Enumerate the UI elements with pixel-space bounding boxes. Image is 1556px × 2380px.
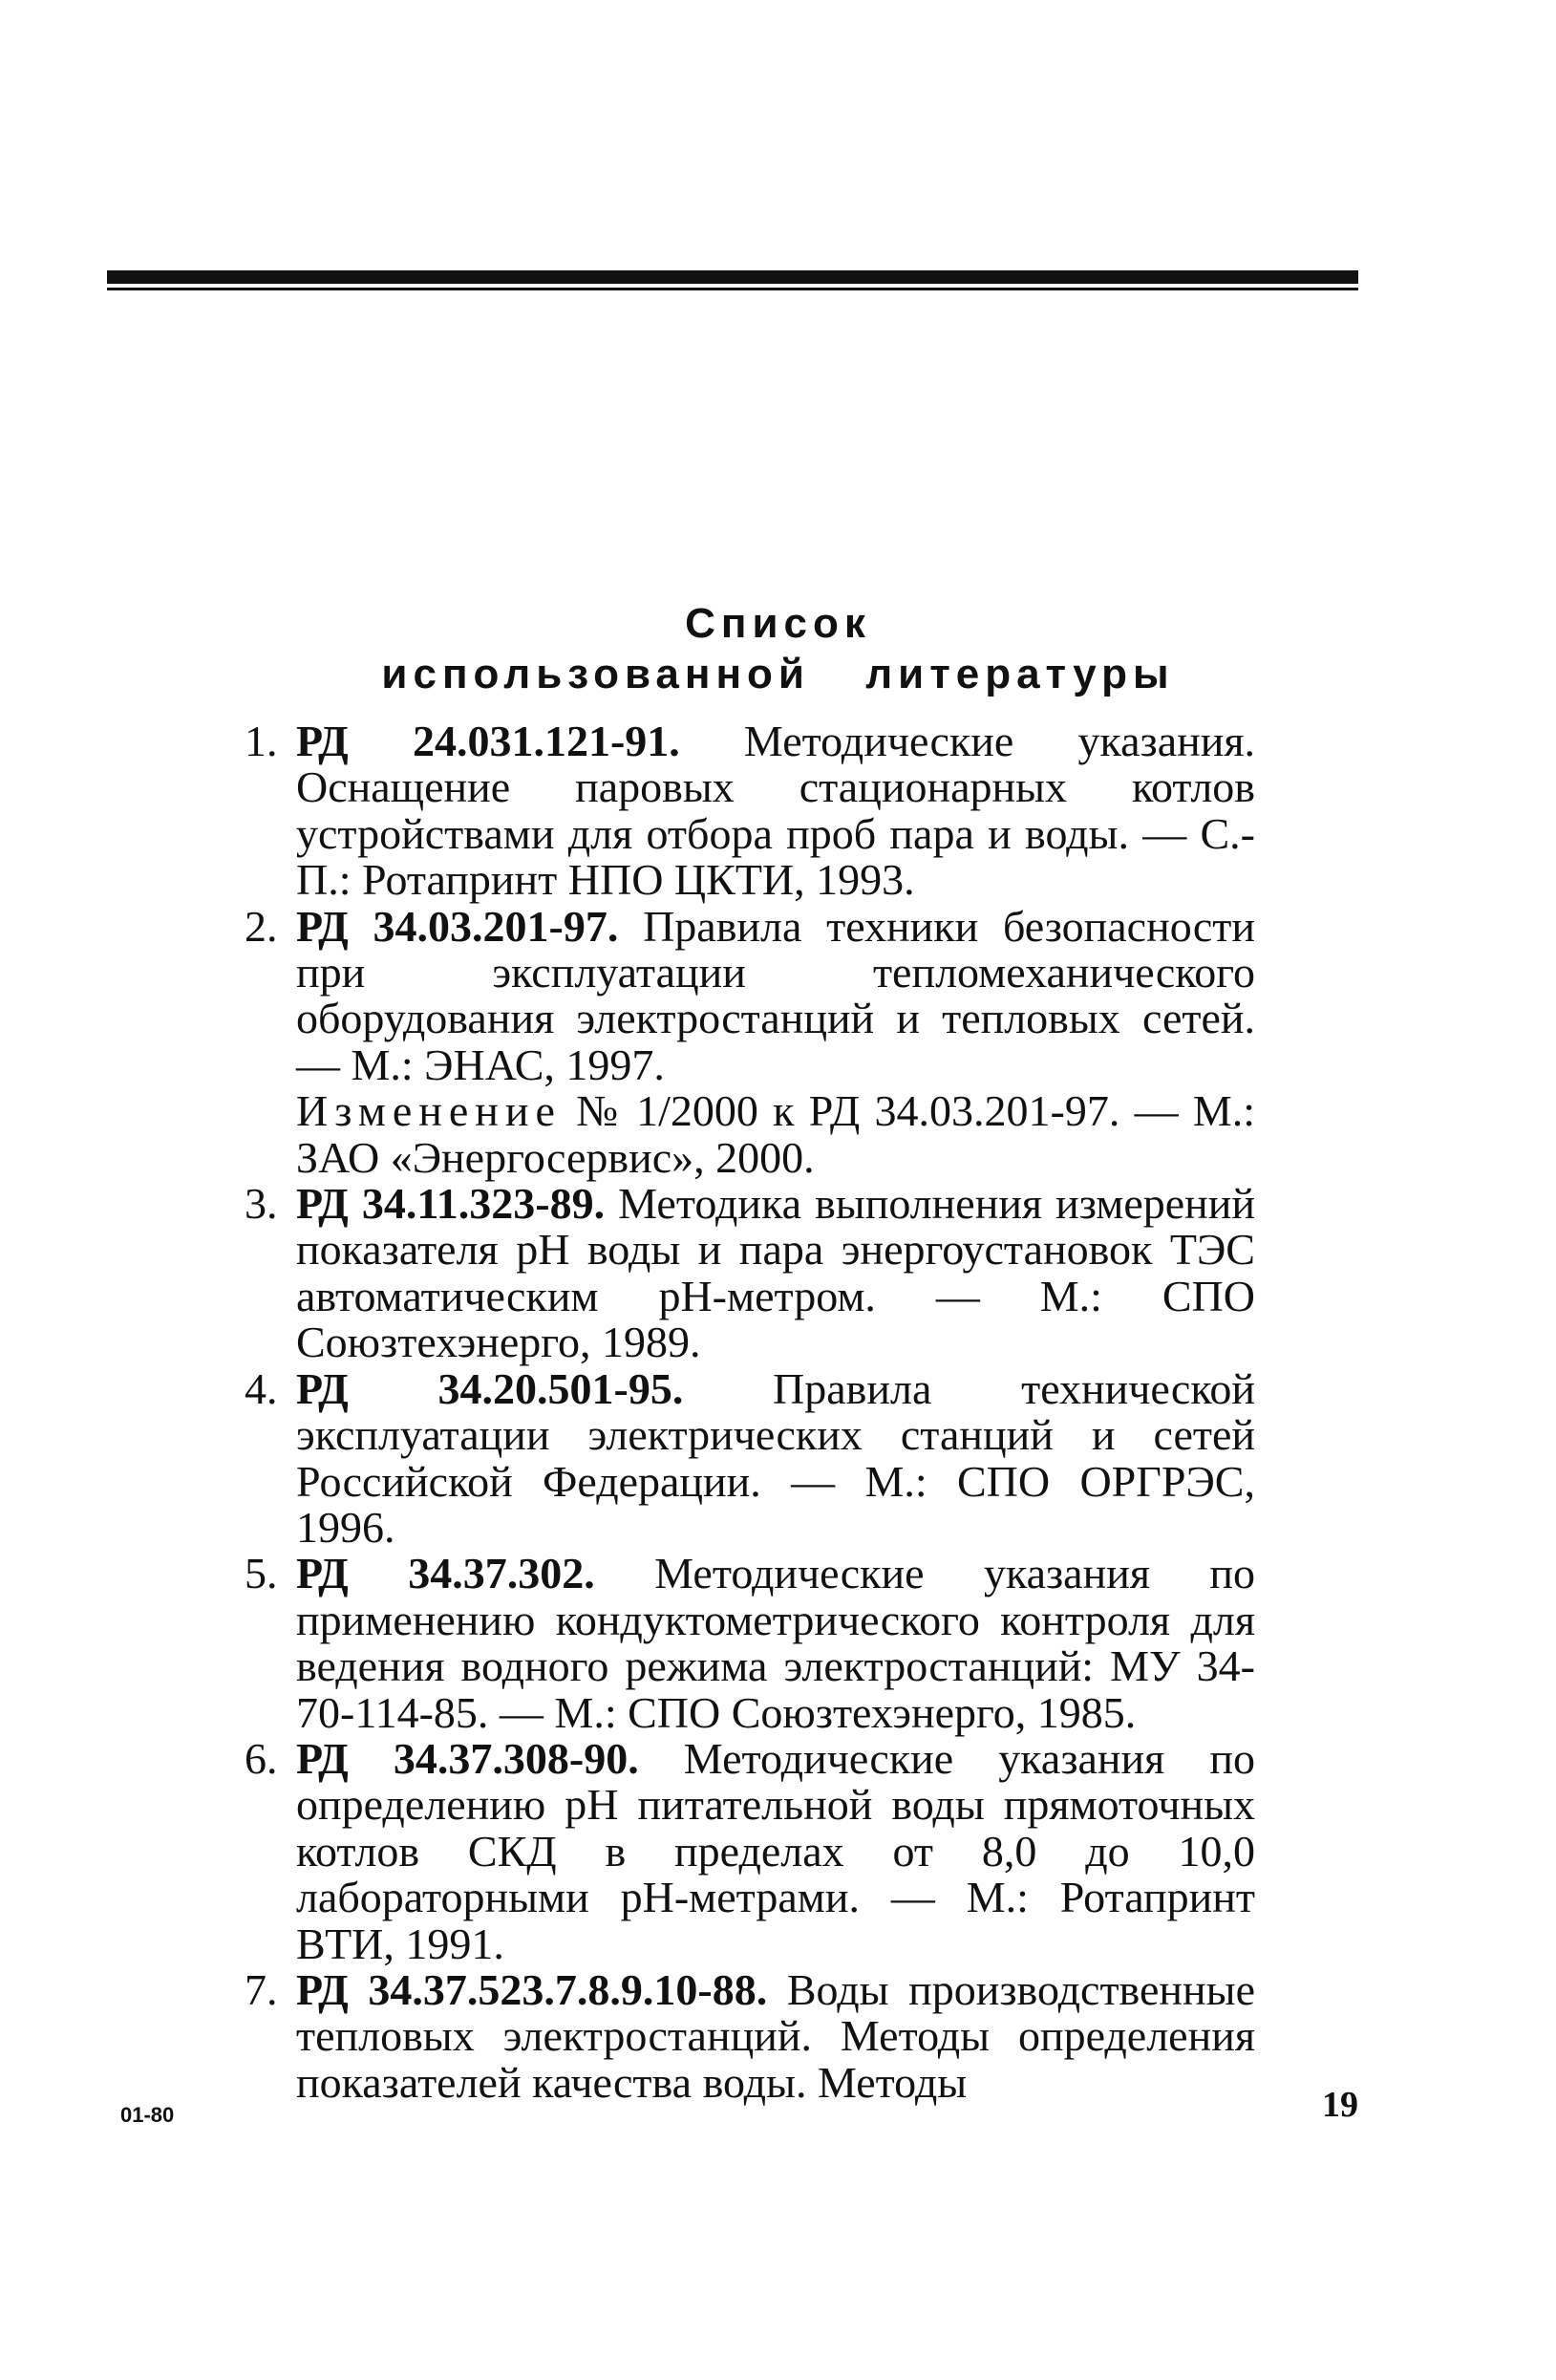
reference-text: Методические указания по определению pH питательной воды прямоточных котлов СКД в пределах от 8,0 до 10,0 лабораторными pH-метрами. — М.: Ротапринт ВТИ, 1991. bbox=[296, 1733, 1255, 1968]
reference-item bbox=[237, 718, 1255, 904]
reference-code: РД 34.37.308-90. bbox=[296, 1733, 639, 1783]
reference-item bbox=[237, 1964, 1255, 2107]
reference-number: 1. bbox=[245, 717, 278, 765]
reference-text: Методические указания по применению кондуктометрического контроля для ведения водного режима электростанций: МУ 34-70-114-85. — М.: СПО Союзтехэнерго, 1985. bbox=[296, 1549, 1256, 1737]
reference-text: Воды производственные тепловых электростанций. Методы определения показателей качества воды. Методы bbox=[296, 1964, 1255, 2107]
reference-item bbox=[237, 1363, 1255, 1552]
top-rule-thick bbox=[107, 270, 1358, 284]
reference-number: 5. bbox=[245, 1549, 278, 1598]
reference-item bbox=[237, 1551, 1255, 1736]
reference-addendum bbox=[237, 1088, 1255, 1181]
reference-text: Методические указания. Оснащение паровых стационарных котлов устройствами для отбора проб пара и воды. — С.-П.: Ротапринт НПО ЦКТИ, 1993. bbox=[296, 717, 1256, 905]
reference-code: РД 34.11.323-89. bbox=[296, 1179, 606, 1229]
reference-code: РД 34.37.302. bbox=[296, 1549, 595, 1598]
reference-item bbox=[237, 1181, 1255, 1366]
reference-number: 7. bbox=[245, 1964, 278, 2014]
reference-code: РД 34.20.501-95. bbox=[296, 1363, 684, 1413]
section-title: Список bbox=[685, 600, 871, 647]
reference-code: РД 34.37.523.7.8.9.10-88. bbox=[296, 1964, 768, 2014]
reference-item bbox=[237, 1733, 1255, 1968]
reference-list bbox=[237, 718, 1255, 2106]
reference-code: РД 34.03.201-97. bbox=[296, 901, 619, 951]
reference-text: Правила техники безопасности при эксплуатации тепломеханического оборудования электростанций и тепловых сетей. — М.: ЭНАС, 1997. bbox=[296, 901, 1255, 1089]
reference-code: РД 24.031.121-91. bbox=[296, 717, 680, 765]
page-number: 19 bbox=[1322, 2085, 1358, 2125]
section-subtitle: использованной литературы bbox=[381, 651, 1175, 697]
reference-item bbox=[237, 901, 1255, 1089]
footer-code: 01-80 bbox=[120, 2103, 175, 2127]
reference-text: Правила технической эксплуатации электрических станций и сетей Российской Федерации. — М.: СПО ОРГРЭС, 1996. bbox=[296, 1363, 1255, 1552]
reference-number: 2. bbox=[245, 901, 278, 951]
reference-number: 6. bbox=[245, 1733, 278, 1783]
addendum-label: Изменение bbox=[296, 1086, 562, 1136]
addendum-text: № 1/2000 к РД 34.03.201-97. — М.: ЗАО «Энергосервис», 2000. bbox=[296, 1086, 1256, 1182]
reference-number: 4. bbox=[245, 1363, 278, 1413]
reference-number: 3. bbox=[245, 1179, 278, 1229]
top-rule-thin bbox=[107, 288, 1358, 290]
reference-text: Методика выполнения измерений показателя pH воды и пара энергоустановок ТЭС автоматическим pH-метром. — М.: СПО Союзтехэнерго, 1989. bbox=[296, 1179, 1256, 1367]
